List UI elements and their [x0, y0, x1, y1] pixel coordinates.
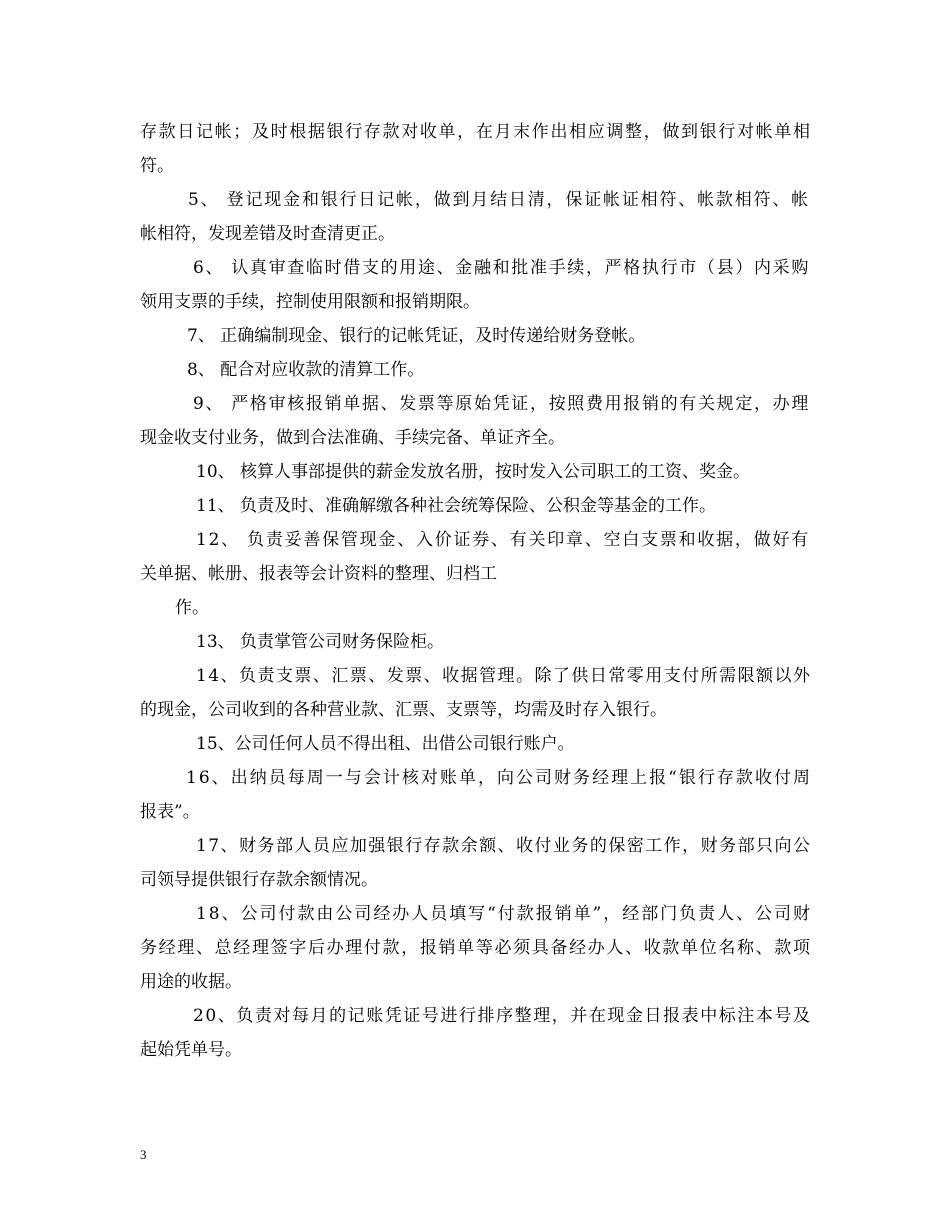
text-line: 6、 认真审查临时借支的用途、金融和批准手续，严格执行市（县）内采购: [193, 258, 810, 278]
text-line: 5、 登记现金和银行日记帐，做到月结日清，保证帐证相符、帐款相符、帐: [188, 190, 810, 210]
text-line: 关单据、帐册、报表等会计资料的整理、归档工: [140, 564, 497, 584]
text-line: 的现金，公司收到的各种营业款、汇票、支票等，均需及时存入银行。: [140, 700, 667, 720]
text-line: 18、公司付款由公司经办人员填写“付款报销单”，经部门负责人、公司财: [196, 904, 812, 924]
text-line: 报表”。: [140, 802, 200, 822]
text-line: 帐相符，发现差错及时查清更正。: [140, 224, 395, 244]
text-line: 10、 核算人事部提供的薪金发放名册，按时发入公司职工的工资、奖金。: [196, 462, 751, 482]
text-line: 13、 负责掌管公司财务保险柜。: [196, 632, 445, 652]
text-line: 12、 负责妥善保管现金、入价证券、有关印章、空白支票和收据，做好有: [196, 530, 810, 550]
text-line: 用途的收据。: [140, 972, 242, 992]
text-line: 符。: [140, 156, 174, 176]
page-number: 3: [140, 1147, 147, 1162]
text-line: 15、公司任何人员不得出租、出借公司银行账户。: [196, 734, 575, 754]
text-line: 9、 严格审核报销单据、发票等原始凭证，按照费用报销的有关规定，办理: [193, 394, 810, 414]
text-line: 存款日记帐；及时根据银行存款对收单，在月末作出相应调整，做到银行对帐单相: [140, 122, 812, 142]
text-line: 8、 配合对应收款的清算工作。: [187, 360, 425, 380]
text-line: 作。: [175, 598, 209, 618]
text-line: 14、负责支票、汇票、发票、收据管理。除了供日常零用支付所需限额以外: [196, 666, 812, 686]
text-line: 17、财务部人员应加强银行存款余额、收付业务的保密工作，财务部只向公: [196, 836, 812, 856]
text-line: 11、 负责及时、准确解缴各种社会统筹保险、公积金等基金的工作。: [196, 496, 717, 516]
text-line: 司领导提供银行存款余额情况。: [140, 870, 378, 890]
text-line: 20、负责对每月的记账凭证号进行排序整理，并在现金日报表中标注本号及: [193, 1006, 812, 1026]
text-line: 领用支票的手续，控制使用限额和报销期限。: [140, 292, 480, 312]
text-line: 现金收支付业务，做到合法准确、手续完备、单证齐全。: [140, 428, 565, 448]
text-line: 起始凭单号。: [140, 1040, 242, 1060]
text-line: 务经理、总经理签字后办理付款，报销单等必须具备经办人、收款单位名称、款项: [140, 938, 812, 958]
text-line: 7、 正确编制现金、银行的记帐凭证，及时传递给财务登帐。: [187, 326, 646, 346]
text-line: 16、出纳员每周一与会计核对账单，向公司财务经理上报“银行存款收付周: [186, 768, 813, 788]
